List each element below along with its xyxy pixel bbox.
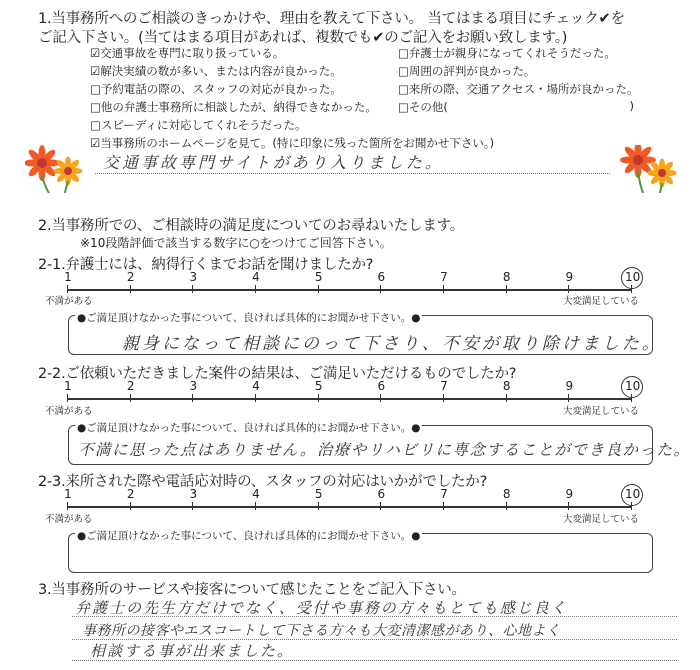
scale-tick [130, 394, 131, 402]
scale-tick [67, 285, 68, 293]
q3-handwritten-line: 事務所の接客やエスコートして下さる方々も大変清潔感があり、心地よく [82, 623, 561, 639]
q1-option-other-close: ) [629, 99, 634, 113]
selected-rating-circle [621, 267, 643, 289]
q2-2-high-label: 大変満足している [563, 406, 640, 417]
scale-axis [68, 506, 632, 508]
q1-option[interactable]: □周囲の評判が良かった。 [398, 64, 536, 78]
scale-tick [67, 394, 68, 402]
q2-2-box-label: ●ご満足頂けなかった事について、良ければ具体的にお聞かせ下さい。● [77, 422, 421, 434]
scale-tick [443, 285, 444, 293]
scale-number[interactable]: 1 [64, 487, 72, 501]
q2-1-high-label: 大変満足している [563, 296, 640, 307]
q1-option[interactable]: □来所の際、交通アクセス・場所が良かった。 [398, 82, 639, 96]
q1-option-other[interactable] [398, 99, 634, 117]
scale-number[interactable]: 5 [314, 487, 323, 501]
q3-handwritten-line: 相談する事が出来ました。 [90, 642, 295, 660]
scale-number[interactable]: 4 [252, 487, 260, 501]
scale-tick [568, 394, 569, 402]
flower-left-icon [25, 145, 85, 193]
scale-number[interactable]: 8 [502, 270, 511, 284]
scale-number[interactable]: 3 [189, 379, 198, 393]
flower-right-icon [618, 145, 678, 193]
q2-1-box-label: ●ご満足頂けなかった事について、良ければ具体的にお聞かせ下さい。● [77, 312, 421, 324]
scale-tick [443, 502, 444, 510]
q1-title-line2: ご記入下さい。(当てはまる項目があれば、複数でも✔のご記入をお願い致します。) [38, 30, 568, 46]
scale-tick [506, 394, 507, 402]
q3-handwritten-line: 弁護士の先生方だけでなく、受付や事務の方々もとても感じ良く [75, 599, 568, 617]
scale-number[interactable]: 9 [565, 270, 574, 284]
scale-tick [506, 285, 507, 293]
scale-number[interactable]: 6 [377, 270, 386, 284]
scale-number[interactable]: 8 [502, 487, 511, 501]
scale-tick [318, 285, 319, 293]
scale-number[interactable]: 4 [252, 270, 260, 284]
scale-number[interactable]: 3 [189, 270, 198, 284]
q1-option[interactable]: □弁護士が親身になってくれそうだった。 [398, 46, 616, 60]
q2-1-low-label: 不満がある [45, 296, 93, 307]
scale-number[interactable]: 6 [377, 487, 386, 501]
scale-tick [255, 502, 256, 510]
scale-number[interactable]: 5 [314, 270, 323, 284]
scale-axis [68, 398, 632, 400]
scale-number[interactable]: 4 [252, 379, 260, 393]
scale-number[interactable]: 7 [440, 270, 448, 284]
scale-number[interactable]: 1 [64, 379, 72, 393]
q2-3-low-label: 不満がある [45, 514, 93, 525]
scale-number[interactable]: 8 [502, 379, 511, 393]
q2-3-title: 2-3.来所された際や電話応対時の、スタッフの対応はいかがでしたか? [38, 474, 488, 490]
q1-option-other-label: □その他( [398, 100, 448, 114]
scale-number[interactable]: 6 [377, 379, 386, 393]
scale-tick [67, 502, 68, 510]
scale-tick [380, 285, 381, 293]
q1-option[interactable]: ☑解決実績の数が多い、または内容が良かった。 [90, 64, 342, 78]
scale-number[interactable]: 7 [440, 487, 448, 501]
scale-tick [192, 502, 193, 510]
q2-2-low-label: 不満がある [45, 406, 93, 417]
q2-1-title: 2-1.弁護士には、納得行くまでお話を聞けましたか? [38, 257, 374, 273]
scale-number[interactable]: 3 [189, 487, 198, 501]
scale-number[interactable]: 7 [440, 379, 448, 393]
scale-tick [318, 502, 319, 510]
q2-3-high-label: 大変満足している [563, 514, 640, 525]
scale-tick [130, 285, 131, 293]
scale-number[interactable]: 9 [565, 379, 574, 393]
scale-number[interactable]: 2 [126, 270, 135, 284]
q3-answer-line [72, 660, 677, 661]
q1-answer-line [95, 173, 610, 174]
scale-number[interactable]: 2 [126, 487, 135, 501]
scale-number[interactable]: 5 [314, 379, 323, 393]
scale-tick [130, 502, 131, 510]
scale-axis [68, 289, 632, 291]
q1-handwritten-answer: 交通事故専門サイトがあり入りました。 [103, 153, 444, 172]
scale-number[interactable]: 1 [64, 270, 72, 284]
q1-options-right [398, 45, 639, 117]
scale-tick [192, 285, 193, 293]
scale-number[interactable]: 2 [126, 379, 135, 393]
scale-tick [255, 394, 256, 402]
scale-tick [568, 502, 569, 510]
scale-number[interactable]: 10 [625, 379, 641, 393]
scale-tick [255, 285, 256, 293]
scale-tick [318, 394, 319, 402]
scale-number[interactable]: 10 [625, 270, 641, 284]
q2-3-box-label: ●ご満足頂けなかった事について、良ければ具体的にお聞かせ下さい。● [77, 530, 421, 542]
q1-option[interactable]: □他の弁護士事務所に相談したが、納得できなかった。 [90, 100, 377, 114]
q1-option[interactable]: ☑当事務所のホームページを見て。(特に印象に残った箇所をお聞かせ下さい。) [90, 136, 495, 150]
scale-tick [380, 394, 381, 402]
scale-tick [568, 285, 569, 293]
q1-option[interactable]: □予約電話の際の、スタッフの対応が良かった。 [90, 82, 342, 96]
q2-subtitle: ※10段階評価で該当する数字に○をつけてご回答下さい。 [80, 236, 392, 250]
q2-title: 2.当事務所での、ご相談時の満足度についてのお尋ねいたします。 [38, 218, 465, 234]
q2-1-comment: 親身になって相談にのって下さり、不安が取り除けました。 [122, 334, 662, 354]
scale-number[interactable]: 9 [565, 487, 574, 501]
selected-rating-circle [621, 484, 643, 506]
q1-option[interactable]: □スピーディに対応してくれそうだった。 [90, 118, 307, 132]
scale-tick [192, 394, 193, 402]
q2-2-comment: 不満に思った点はありません。治療やリハビリに専念することができ良かった。 [78, 441, 691, 459]
selected-rating-circle [621, 376, 643, 398]
q3-title: 3.当事務所のサービスや接客について感じたことをご記入下さい。 [38, 582, 466, 598]
q3-answer-line [72, 616, 677, 617]
q2-2-title: 2-2.ご依頼いただきました案件の結果は、ご満足いただけるものでしたか? [38, 366, 517, 382]
scale-tick [380, 502, 381, 510]
scale-number[interactable]: 10 [625, 487, 641, 501]
q1-option[interactable]: ☑交通事故を専門に取り扱っている。 [90, 46, 285, 60]
q1-title-line1: 1.当事務所へのご相談のきっかけや、理由を教えて下さい。 当てはまる項目にチェック✔を [38, 11, 625, 27]
scale-tick [506, 502, 507, 510]
scale-tick [443, 394, 444, 402]
